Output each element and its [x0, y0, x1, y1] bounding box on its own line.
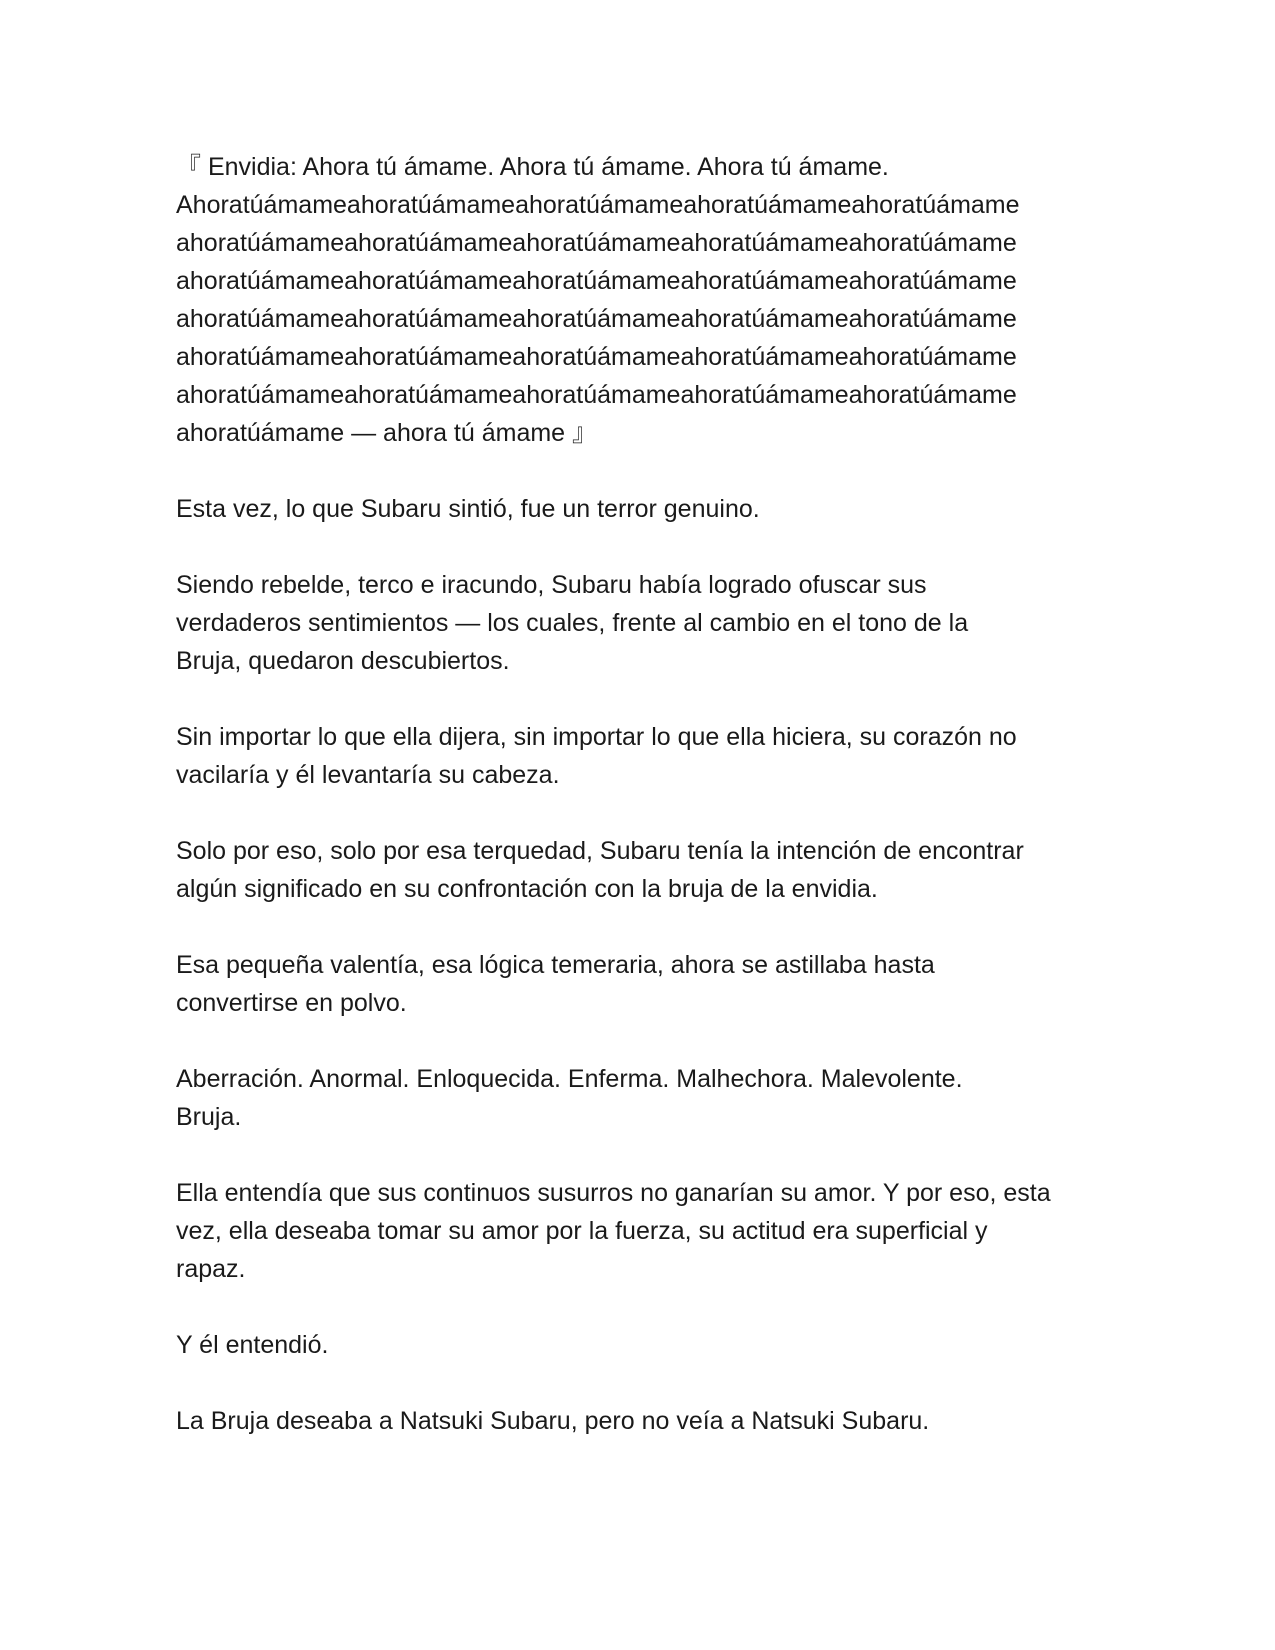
text-line: ahoratúámameahoratúámameahoratúámameahoratúámameahoratúámame	[176, 305, 1017, 333]
text-line: Esa pequeña valentía, esa lógica temeraria, ahora se astillaba hasta	[176, 951, 935, 979]
text-line: Ahoratúámameahoratúámameahoratúámameahoratúámameahoratúámame	[176, 191, 1020, 219]
paragraph-envy-quote	[176, 148, 1106, 452]
text-line: Bruja.	[176, 1103, 242, 1131]
text-line: ahoratúámameahoratúámameahoratúámameahoratúámameahoratúámame	[176, 229, 1017, 257]
document-body	[176, 148, 1106, 1478]
text-line: ahoratúámameahoratúámameahoratúámameahoratúámameahoratúámame	[176, 381, 1017, 409]
text-line: 『 Envidia: Ahora tú ámame. Ahora tú ámame. Ahora tú ámame.	[176, 153, 889, 181]
text-line: Y él entendió.	[176, 1331, 329, 1359]
text-line: Siendo rebelde, terco e iracundo, Subaru había logrado ofuscar sus	[176, 571, 927, 599]
text-line: rapaz.	[176, 1255, 246, 1283]
paragraph-valentia	[176, 946, 1106, 1022]
text-line: Ella entendía que sus continuos susurros no ganarían su amor. Y por eso, esta	[176, 1179, 1051, 1207]
text-line: La Bruja deseaba a Natsuki Subaru, pero no veía a Natsuki Subaru.	[176, 1407, 930, 1435]
text-line: Aberración. Anormal. Enloquecida. Enferma. Malhechora. Malevolente.	[176, 1065, 963, 1093]
paragraph-entendio	[176, 1326, 1106, 1364]
text-line: Bruja, quedaron descubiertos.	[176, 647, 510, 675]
text-line: convertirse en polvo.	[176, 989, 407, 1017]
text-line: ahoratúámame — ahora tú ámame 』	[176, 419, 598, 447]
paragraph-natsuki	[176, 1402, 1106, 1440]
text-line: algún significado en su confrontación con la bruja de la envidia.	[176, 875, 878, 903]
paragraph-terror	[176, 490, 1106, 528]
text-line: Sin importar lo que ella dijera, sin importar lo que ella hiciera, su corazón no	[176, 723, 1017, 751]
paragraph-terquedad	[176, 832, 1106, 908]
paragraph-susurros	[176, 1174, 1106, 1288]
text-line: Esta vez, lo que Subaru sintió, fue un terror genuino.	[176, 495, 760, 523]
paragraph-rebelde	[176, 566, 1106, 680]
paragraph-aberracion	[176, 1060, 1106, 1136]
paragraph-sin-importar	[176, 718, 1106, 794]
text-line: vez, ella deseaba tomar su amor por la fuerza, su actitud era superficial y	[176, 1217, 988, 1245]
text-line: verdaderos sentimientos — los cuales, frente al cambio en el tono de la	[176, 609, 969, 637]
text-line: Solo por eso, solo por esa terquedad, Subaru tenía la intención de encontrar	[176, 837, 1024, 865]
text-line: vacilaría y él levantaría su cabeza.	[176, 761, 560, 789]
text-line: ahoratúámameahoratúámameahoratúámameahoratúámameahoratúámame	[176, 343, 1017, 371]
text-line: ahoratúámameahoratúámameahoratúámameahoratúámameahoratúámame	[176, 267, 1017, 295]
